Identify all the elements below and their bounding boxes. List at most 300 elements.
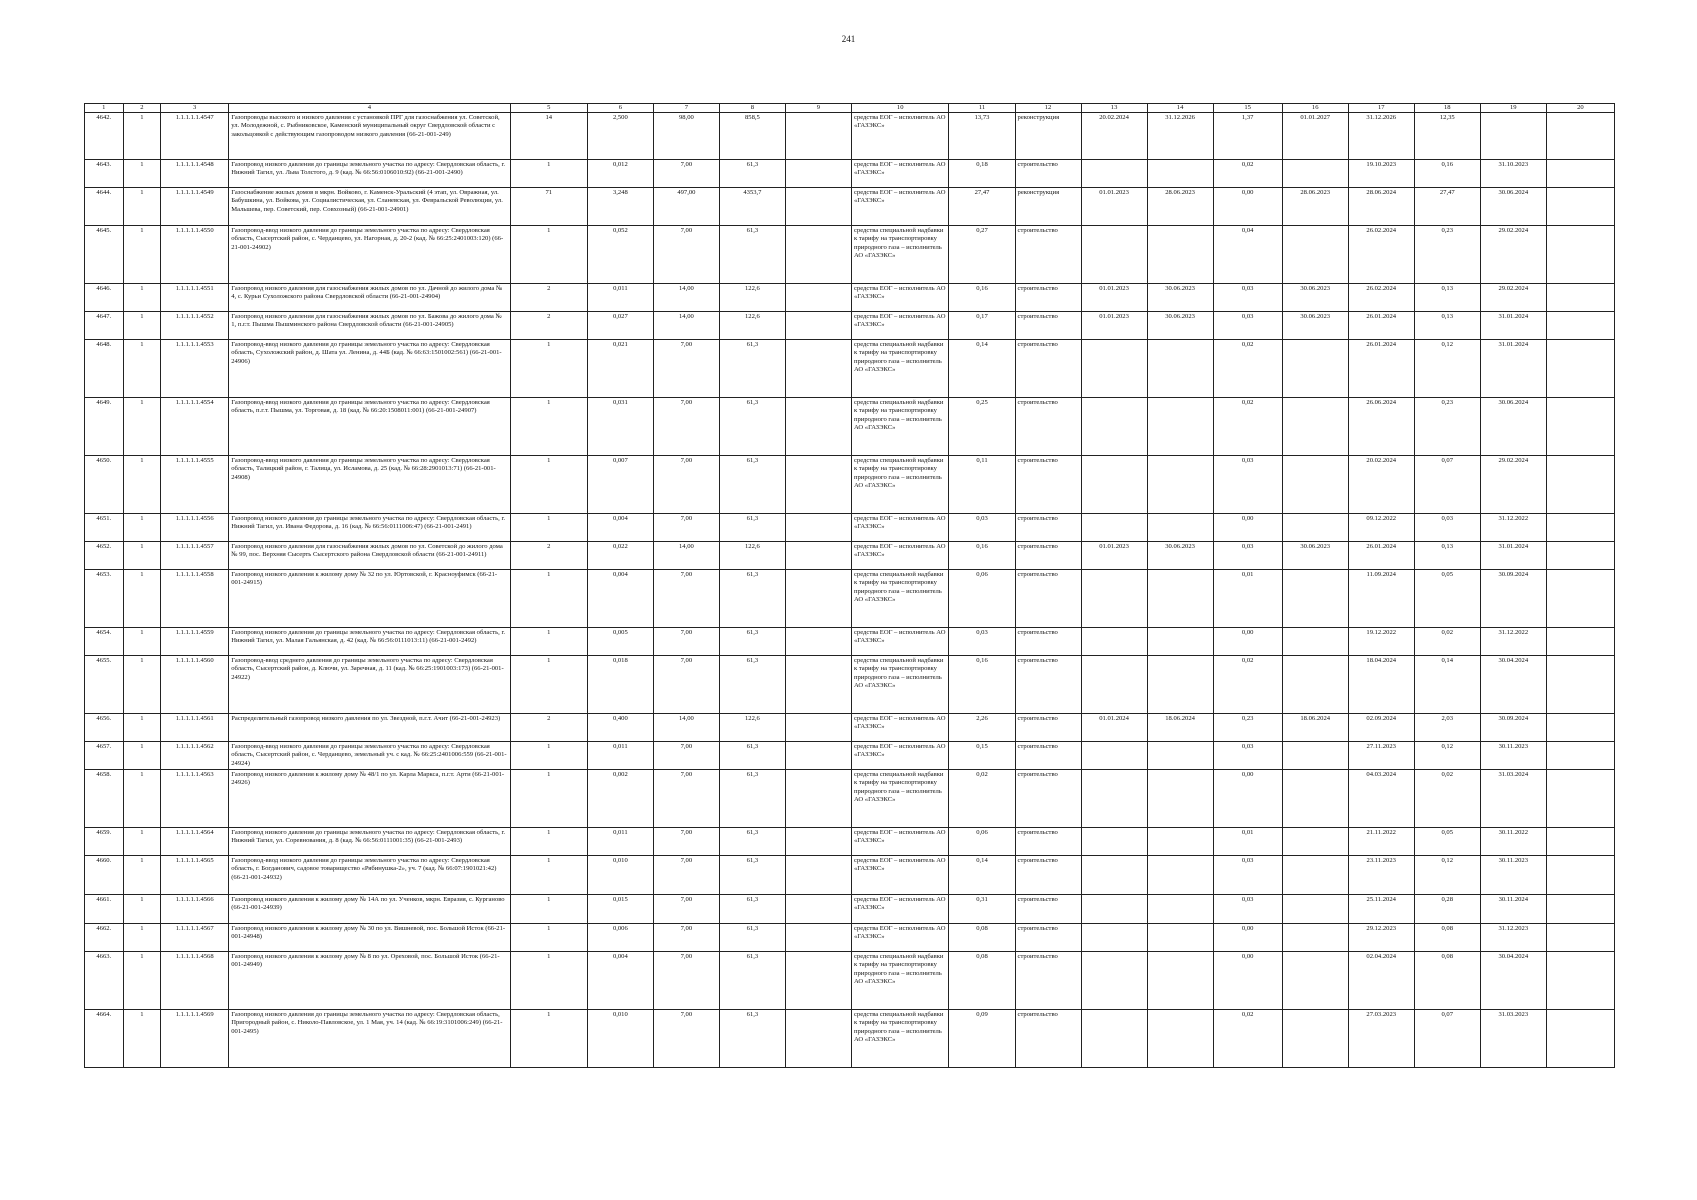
column-header: 6 xyxy=(587,104,653,113)
column-header: 11 xyxy=(949,104,1015,113)
start-date-cell xyxy=(1081,456,1147,514)
completion-date-cell: 31.12.2022 xyxy=(1480,514,1546,542)
col-2-cell: 1 xyxy=(123,570,161,628)
row-number-cell: 4644. xyxy=(85,188,124,226)
object-name-cell: Газопровод-ввод низкого давления до границы земельного участка по адресу: Свердловская область, п.г.т. Пышма, ул. Торговая, д. 18 (кад. № 66:20:1508011:001) (66-21-001-24907) xyxy=(229,398,510,456)
funding-source-cell: средства ЕОГ – исполнитель АО «ГАЗЭКС» xyxy=(851,514,949,542)
col-6-cell: 0,021 xyxy=(587,340,653,398)
col-11-cell: 0,16 xyxy=(949,656,1015,714)
completion-date-cell: 31.01.2024 xyxy=(1480,312,1546,340)
col-18-cell: 12,35 xyxy=(1414,113,1480,160)
end-date-cell xyxy=(1147,398,1213,456)
start-date-cell xyxy=(1081,924,1147,952)
funding-source-cell: средства специальной надбавки к тарифу на транспортировку природного газа – исполнитель АО «ГАЗЭКС» xyxy=(851,226,949,284)
col-5-cell: 1 xyxy=(510,160,587,188)
funding-source-cell: средства ЕОГ – исполнитель АО «ГАЗЭКС» xyxy=(851,895,949,924)
col-9-cell xyxy=(785,742,851,770)
col-7-cell: 7,00 xyxy=(653,340,719,398)
funding-source-cell: средства специальной надбавки к тарифу на транспортировку природного газа – исполнитель АО «ГАЗЭКС» xyxy=(851,770,949,828)
col-8-cell: 4353,7 xyxy=(719,188,785,226)
col-6-cell: 0,004 xyxy=(587,514,653,542)
col-7-cell: 98,00 xyxy=(653,113,719,160)
col-16-cell xyxy=(1282,828,1348,856)
col-16-cell: 18.06.2024 xyxy=(1282,714,1348,742)
col-15-cell: 1,37 xyxy=(1213,113,1282,160)
col-16-cell xyxy=(1282,895,1348,924)
start-date-cell xyxy=(1081,770,1147,828)
col-2-cell: 1 xyxy=(123,656,161,714)
col-8-cell: 122,6 xyxy=(719,542,785,570)
col-2-cell: 1 xyxy=(123,160,161,188)
table-row xyxy=(85,714,1615,742)
work-type-cell: строительство xyxy=(1015,284,1081,312)
col-20-cell xyxy=(1546,895,1614,924)
object-name-cell: Газопровод-ввод среднего давления до границы земельного участка по адресу: Свердловская область, Сысертский район, д. Ключи, ул. Заречная, д. 11 (кад. № 66:25:1901003:173) (66-21-001-24922) xyxy=(229,656,510,714)
completion-date-cell: 30.09.2024 xyxy=(1480,570,1546,628)
row-number-cell: 4648. xyxy=(85,340,124,398)
start-date-cell xyxy=(1081,742,1147,770)
col-17-cell: 19.10.2023 xyxy=(1348,160,1414,188)
start-date-cell xyxy=(1081,628,1147,656)
funding-source-cell: средства специальной надбавки к тарифу на транспортировку природного газа – исполнитель АО «ГАЗЭКС» xyxy=(851,1010,949,1068)
col-18-cell: 0,13 xyxy=(1414,284,1480,312)
completion-date-cell: 31.10.2023 xyxy=(1480,160,1546,188)
col-17-cell: 26.02.2024 xyxy=(1348,226,1414,284)
funding-source-cell: средства специальной надбавки к тарифу на транспортировку природного газа – исполнитель АО «ГАЗЭКС» xyxy=(851,398,949,456)
col-16-cell xyxy=(1282,340,1348,398)
col-11-cell: 0,03 xyxy=(949,628,1015,656)
start-date-cell xyxy=(1081,398,1147,456)
col-9-cell xyxy=(785,160,851,188)
col-9-cell xyxy=(785,856,851,895)
col-7-cell: 7,00 xyxy=(653,398,719,456)
completion-date-cell: 31.12.2022 xyxy=(1480,628,1546,656)
col-9-cell xyxy=(785,628,851,656)
col-18-cell: 0,14 xyxy=(1414,656,1480,714)
col-20-cell xyxy=(1546,1010,1614,1068)
col-9-cell xyxy=(785,770,851,828)
table-row xyxy=(85,312,1615,340)
col-7-cell: 7,00 xyxy=(653,924,719,952)
col-7-cell: 7,00 xyxy=(653,514,719,542)
col-15-cell: 0,03 xyxy=(1213,456,1282,514)
col-20-cell xyxy=(1546,456,1614,514)
row-number-cell: 4660. xyxy=(85,856,124,895)
col-15-cell: 0,03 xyxy=(1213,312,1282,340)
object-name-cell: Газопровод низкого давления до границы земельного участка по адресу: Свердловская область, Пригородный район, с. Николо-Павловское, ул. 1 Мая, уч. 14 (кад. № 66:19:3101006:249) (66-21-001-2495) xyxy=(229,1010,510,1068)
end-date-cell xyxy=(1147,828,1213,856)
object-name-cell: Газопровод-ввод низкого давления до границы земельного участка по адресу: Свердловская область, Сысертский район, с. Черданцево, земельный уч. с кад. № 66:25:2401006:559 (66-21-001-24924) xyxy=(229,742,510,770)
col-2-cell: 1 xyxy=(123,284,161,312)
row-number-cell: 4643. xyxy=(85,160,124,188)
col-20-cell xyxy=(1546,284,1614,312)
col-9-cell xyxy=(785,656,851,714)
col-20-cell xyxy=(1546,924,1614,952)
col-6-cell: 0,011 xyxy=(587,742,653,770)
col-11-cell: 0,08 xyxy=(949,924,1015,952)
col-11-cell: 0,06 xyxy=(949,828,1015,856)
row-number-cell: 4655. xyxy=(85,656,124,714)
col-8-cell: 61,3 xyxy=(719,828,785,856)
col-8-cell: 61,3 xyxy=(719,340,785,398)
col-5-cell: 1 xyxy=(510,742,587,770)
row-number-cell: 4645. xyxy=(85,226,124,284)
col-2-cell: 1 xyxy=(123,312,161,340)
col-8-cell: 61,3 xyxy=(719,770,785,828)
start-date-cell xyxy=(1081,895,1147,924)
col-8-cell: 858,5 xyxy=(719,113,785,160)
funding-source-cell: средства ЕОГ – исполнитель АО «ГАЗЭКС» xyxy=(851,113,949,160)
object-name-cell: Газопровод низкого давления до границы земельного участка по адресу: Свердловская область, г. Нижний Тагил, ул. Соревнования, д. 8 (кад. № 66:56:0111001:35) (66-21-001-2493) xyxy=(229,828,510,856)
col-20-cell xyxy=(1546,226,1614,284)
end-date-cell: 18.06.2024 xyxy=(1147,714,1213,742)
object-code-cell: 1.1.1.1.1.4550 xyxy=(161,226,229,284)
object-code-cell: 1.1.1.1.1.4559 xyxy=(161,628,229,656)
start-date-cell: 01.01.2023 xyxy=(1081,284,1147,312)
object-code-cell: 1.1.1.1.1.4565 xyxy=(161,856,229,895)
row-number-cell: 4642. xyxy=(85,113,124,160)
table-row xyxy=(85,284,1615,312)
col-11-cell: 0,27 xyxy=(949,226,1015,284)
table-row xyxy=(85,924,1615,952)
row-number-cell: 4662. xyxy=(85,924,124,952)
object-code-cell: 1.1.1.1.1.4564 xyxy=(161,828,229,856)
end-date-cell xyxy=(1147,770,1213,828)
work-type-cell: строительство xyxy=(1015,656,1081,714)
completion-date-cell: 29.02.2024 xyxy=(1480,456,1546,514)
funding-source-cell: средства ЕОГ – исполнитель АО «ГАЗЭКС» xyxy=(851,284,949,312)
work-type-cell: строительство xyxy=(1015,895,1081,924)
col-2-cell: 1 xyxy=(123,514,161,542)
table-row xyxy=(85,570,1615,628)
table-row xyxy=(85,160,1615,188)
col-9-cell xyxy=(785,714,851,742)
col-17-cell: 26.01.2024 xyxy=(1348,312,1414,340)
col-11-cell: 0,03 xyxy=(949,514,1015,542)
object-name-cell: Газопровод-ввод низкого давления до границы земельного участка по адресу: Свердловская область, Талицкий район, г. Талица, ул. Исламова, д. 25 (кад. № 66:28:2901013:71) (66-21-001-24908) xyxy=(229,456,510,514)
table-row xyxy=(85,856,1615,895)
end-date-cell xyxy=(1147,456,1213,514)
col-7-cell: 14,00 xyxy=(653,542,719,570)
table-row xyxy=(85,226,1615,284)
col-5-cell: 1 xyxy=(510,856,587,895)
col-6-cell: 0,012 xyxy=(587,160,653,188)
col-5-cell: 1 xyxy=(510,952,587,1010)
work-type-cell: строительство xyxy=(1015,340,1081,398)
col-17-cell: 27.11.2023 xyxy=(1348,742,1414,770)
col-9-cell xyxy=(785,895,851,924)
table-row xyxy=(85,188,1615,226)
col-6-cell: 3,248 xyxy=(587,188,653,226)
object-name-cell: Газопровод низкого давления до границы земельного участка по адресу: Свердловская область, г. Нижний Тагил, ул. Ивана Федорова, д. 16 (кад. № 66:56:0111006:47) (66-21-001-2491) xyxy=(229,514,510,542)
col-16-cell xyxy=(1282,514,1348,542)
col-16-cell xyxy=(1282,856,1348,895)
col-7-cell: 7,00 xyxy=(653,1010,719,1068)
col-11-cell: 0,14 xyxy=(949,856,1015,895)
col-18-cell: 0,16 xyxy=(1414,160,1480,188)
col-2-cell: 1 xyxy=(123,895,161,924)
col-15-cell: 0,03 xyxy=(1213,284,1282,312)
col-2-cell: 1 xyxy=(123,856,161,895)
col-2-cell: 1 xyxy=(123,542,161,570)
funding-source-cell: средства ЕОГ – исполнитель АО «ГАЗЭКС» xyxy=(851,714,949,742)
column-number-row xyxy=(85,104,1615,113)
row-number-cell: 4653. xyxy=(85,570,124,628)
col-17-cell: 21.11.2022 xyxy=(1348,828,1414,856)
column-header: 1 xyxy=(85,104,124,113)
object-name-cell: Газопровод низкого давления для газоснабжения жилых домов по ул. Дачной до жилого дома № 4, с. Курьи Сухоложского района Свердловской области (66-21-001-24904) xyxy=(229,284,510,312)
col-18-cell: 0,23 xyxy=(1414,398,1480,456)
work-type-cell: строительство xyxy=(1015,398,1081,456)
funding-source-cell: средства ЕОГ – исполнитель АО «ГАЗЭКС» xyxy=(851,856,949,895)
table-row xyxy=(85,113,1615,160)
col-2-cell: 1 xyxy=(123,714,161,742)
col-16-cell: 30.06.2023 xyxy=(1282,312,1348,340)
col-17-cell: 26.01.2024 xyxy=(1348,542,1414,570)
page-number: 241 xyxy=(841,34,856,44)
column-header: 15 xyxy=(1213,104,1282,113)
col-15-cell: 0,00 xyxy=(1213,628,1282,656)
row-number-cell: 4664. xyxy=(85,1010,124,1068)
col-20-cell xyxy=(1546,656,1614,714)
completion-date-cell: 30.06.2024 xyxy=(1480,398,1546,456)
table-row xyxy=(85,828,1615,856)
col-5-cell: 1 xyxy=(510,398,587,456)
end-date-cell xyxy=(1147,742,1213,770)
col-16-cell xyxy=(1282,226,1348,284)
col-2-cell: 1 xyxy=(123,1010,161,1068)
col-2-cell: 1 xyxy=(123,924,161,952)
col-7-cell: 7,00 xyxy=(653,856,719,895)
object-name-cell: Газопровод-ввод низкого давления до границы земельного участка по адресу: Свердловская область, Сысертский район, с. Черданцево, ул. Нагорная, д. 20-2 (кад. № 66:25:2401003:120) (66-21-001-24902) xyxy=(229,226,510,284)
col-15-cell: 0,03 xyxy=(1213,542,1282,570)
col-7-cell: 7,00 xyxy=(653,226,719,284)
col-17-cell: 09.12.2022 xyxy=(1348,514,1414,542)
start-date-cell: 01.01.2024 xyxy=(1081,714,1147,742)
object-code-cell: 1.1.1.1.1.4552 xyxy=(161,312,229,340)
col-8-cell: 61,3 xyxy=(719,398,785,456)
object-code-cell: 1.1.1.1.1.4562 xyxy=(161,742,229,770)
end-date-cell xyxy=(1147,952,1213,1010)
col-16-cell xyxy=(1282,924,1348,952)
col-15-cell: 0,02 xyxy=(1213,398,1282,456)
object-code-cell: 1.1.1.1.1.4569 xyxy=(161,1010,229,1068)
end-date-cell: 30.06.2023 xyxy=(1147,312,1213,340)
col-6-cell: 0,011 xyxy=(587,284,653,312)
table-row xyxy=(85,398,1615,456)
object-name-cell: Газопровод низкого давления к жилому дому № 30 по ул. Вишневой, пос. Большой Исток (66-21-001-24948) xyxy=(229,924,510,952)
start-date-cell: 01.01.2023 xyxy=(1081,542,1147,570)
object-name-cell: Газопровод низкого давления до границы земельного участка по адресу: Свердловская область, г. Нижний Тагил, ул. Льва Толстого, д. 9 (кад. № 66:56:0106010:92) (66-21-001-2490) xyxy=(229,160,510,188)
col-17-cell: 23.11.2023 xyxy=(1348,856,1414,895)
col-18-cell: 0,23 xyxy=(1414,226,1480,284)
col-20-cell xyxy=(1546,952,1614,1010)
col-6-cell: 0,400 xyxy=(587,714,653,742)
col-20-cell xyxy=(1546,856,1614,895)
col-8-cell: 122,6 xyxy=(719,714,785,742)
column-header: 7 xyxy=(653,104,719,113)
col-18-cell: 2,03 xyxy=(1414,714,1480,742)
col-16-cell: 30.06.2023 xyxy=(1282,542,1348,570)
col-9-cell xyxy=(785,340,851,398)
start-date-cell xyxy=(1081,160,1147,188)
funding-source-cell: средства ЕОГ – исполнитель АО «ГАЗЭКС» xyxy=(851,628,949,656)
col-7-cell: 14,00 xyxy=(653,284,719,312)
end-date-cell xyxy=(1147,856,1213,895)
col-5-cell: 1 xyxy=(510,828,587,856)
col-16-cell xyxy=(1282,742,1348,770)
col-16-cell: 28.06.2023 xyxy=(1282,188,1348,226)
col-2-cell: 1 xyxy=(123,340,161,398)
table-row xyxy=(85,628,1615,656)
row-number-cell: 4661. xyxy=(85,895,124,924)
col-8-cell: 122,6 xyxy=(719,284,785,312)
col-15-cell: 0,03 xyxy=(1213,742,1282,770)
object-code-cell: 1.1.1.1.1.4563 xyxy=(161,770,229,828)
completion-date-cell: 29.02.2024 xyxy=(1480,226,1546,284)
table-row xyxy=(85,895,1615,924)
register-table xyxy=(84,103,1615,1068)
col-9-cell xyxy=(785,570,851,628)
start-date-cell xyxy=(1081,828,1147,856)
end-date-cell: 30.06.2023 xyxy=(1147,542,1213,570)
start-date-cell xyxy=(1081,570,1147,628)
completion-date-cell: 30.09.2024 xyxy=(1480,714,1546,742)
col-5-cell: 2 xyxy=(510,542,587,570)
work-type-cell: реконструкция xyxy=(1015,113,1081,160)
object-name-cell: Газопровод низкого давления к жилому дому № 14А по ул. Ученков, мкрн. Евразия, с. Курганово (66-21-001-24939) xyxy=(229,895,510,924)
col-9-cell xyxy=(785,284,851,312)
completion-date-cell: 30.11.2023 xyxy=(1480,742,1546,770)
column-header: 9 xyxy=(785,104,851,113)
completion-date-cell: 31.01.2024 xyxy=(1480,340,1546,398)
col-2-cell: 1 xyxy=(123,113,161,160)
col-18-cell: 0,12 xyxy=(1414,742,1480,770)
completion-date-cell: 30.11.2022 xyxy=(1480,828,1546,856)
col-5-cell: 1 xyxy=(510,514,587,542)
col-9-cell xyxy=(785,226,851,284)
col-2-cell: 1 xyxy=(123,770,161,828)
col-7-cell: 7,00 xyxy=(653,828,719,856)
end-date-cell: 30.06.2023 xyxy=(1147,284,1213,312)
object-name-cell: Газопровод низкого давления для газоснабжения жилых домов по ул. Бажова до жилого дома № 1, п.г.т. Пышма Пышминского района Свердловской области (66-21-001-24905) xyxy=(229,312,510,340)
funding-source-cell: средства специальной надбавки к тарифу на транспортировку природного газа – исполнитель АО «ГАЗЭКС» xyxy=(851,656,949,714)
object-code-cell: 1.1.1.1.1.4567 xyxy=(161,924,229,952)
col-9-cell xyxy=(785,456,851,514)
col-18-cell: 27,47 xyxy=(1414,188,1480,226)
col-15-cell: 0,01 xyxy=(1213,828,1282,856)
col-8-cell: 122,6 xyxy=(719,312,785,340)
completion-date-cell: 31.01.2024 xyxy=(1480,542,1546,570)
work-type-cell: реконструкция xyxy=(1015,188,1081,226)
col-8-cell: 61,3 xyxy=(719,1010,785,1068)
col-6-cell: 2,500 xyxy=(587,113,653,160)
completion-date-cell: 31.12.2023 xyxy=(1480,924,1546,952)
col-16-cell xyxy=(1282,1010,1348,1068)
funding-source-cell: средства специальной надбавки к тарифу на транспортировку природного газа – исполнитель АО «ГАЗЭКС» xyxy=(851,952,949,1010)
work-type-cell: строительство xyxy=(1015,542,1081,570)
col-16-cell: 01.01.2027 xyxy=(1282,113,1348,160)
col-6-cell: 0,005 xyxy=(587,628,653,656)
col-5-cell: 1 xyxy=(510,924,587,952)
table-row xyxy=(85,656,1615,714)
work-type-cell: строительство xyxy=(1015,456,1081,514)
col-16-cell xyxy=(1282,770,1348,828)
completion-date-cell: 31.03.2023 xyxy=(1480,1010,1546,1068)
col-16-cell xyxy=(1282,456,1348,514)
completion-date-cell: 30.11.2024 xyxy=(1480,895,1546,924)
col-16-cell xyxy=(1282,628,1348,656)
col-11-cell: 0,18 xyxy=(949,160,1015,188)
end-date-cell xyxy=(1147,340,1213,398)
completion-date-cell: 30.11.2023 xyxy=(1480,856,1546,895)
col-16-cell xyxy=(1282,398,1348,456)
start-date-cell xyxy=(1081,952,1147,1010)
object-code-cell: 1.1.1.1.1.4547 xyxy=(161,113,229,160)
col-20-cell xyxy=(1546,188,1614,226)
funding-source-cell: средства ЕОГ – исполнитель АО «ГАЗЭКС» xyxy=(851,828,949,856)
col-17-cell: 28.06.2024 xyxy=(1348,188,1414,226)
col-8-cell: 61,3 xyxy=(719,856,785,895)
col-17-cell: 20.02.2024 xyxy=(1348,456,1414,514)
col-8-cell: 61,3 xyxy=(719,570,785,628)
col-20-cell xyxy=(1546,542,1614,570)
col-11-cell: 0,16 xyxy=(949,284,1015,312)
col-20-cell xyxy=(1546,113,1614,160)
col-5-cell: 1 xyxy=(510,456,587,514)
column-header: 14 xyxy=(1147,104,1213,113)
row-number-cell: 4650. xyxy=(85,456,124,514)
col-17-cell: 26.01.2024 xyxy=(1348,340,1414,398)
col-11-cell: 0,31 xyxy=(949,895,1015,924)
col-5-cell: 1 xyxy=(510,770,587,828)
col-11-cell: 0,14 xyxy=(949,340,1015,398)
col-8-cell: 61,3 xyxy=(719,456,785,514)
register-body xyxy=(85,113,1615,1068)
col-15-cell: 0,04 xyxy=(1213,226,1282,284)
col-15-cell: 0,01 xyxy=(1213,570,1282,628)
object-code-cell: 1.1.1.1.1.4554 xyxy=(161,398,229,456)
column-header: 18 xyxy=(1414,104,1480,113)
funding-source-cell: средства ЕОГ – исполнитель АО «ГАЗЭКС» xyxy=(851,312,949,340)
col-5-cell: 1 xyxy=(510,226,587,284)
col-15-cell: 0,03 xyxy=(1213,856,1282,895)
col-20-cell xyxy=(1546,340,1614,398)
col-17-cell: 04.03.2024 xyxy=(1348,770,1414,828)
row-number-cell: 4652. xyxy=(85,542,124,570)
col-6-cell: 0,002 xyxy=(587,770,653,828)
start-date-cell xyxy=(1081,1010,1147,1068)
col-6-cell: 0,011 xyxy=(587,828,653,856)
object-code-cell: 1.1.1.1.1.4566 xyxy=(161,895,229,924)
col-2-cell: 1 xyxy=(123,188,161,226)
work-type-cell: строительство xyxy=(1015,856,1081,895)
end-date-cell xyxy=(1147,924,1213,952)
object-name-cell: Газопровод-ввод низкого давления до границы земельного участка по адресу: Свердловская область, Сухоложский район, д. Шата ул. Ленина, д. 44Б (кад. № 66:63:1501002:561) (66-21-001-24906) xyxy=(229,340,510,398)
col-5-cell: 14 xyxy=(510,113,587,160)
funding-source-cell: средства ЕОГ – исполнитель АО «ГАЗЭКС» xyxy=(851,924,949,952)
object-code-cell: 1.1.1.1.1.4560 xyxy=(161,656,229,714)
column-header: 5 xyxy=(510,104,587,113)
row-number-cell: 4649. xyxy=(85,398,124,456)
col-20-cell xyxy=(1546,160,1614,188)
col-9-cell xyxy=(785,828,851,856)
col-17-cell: 31.12.2026 xyxy=(1348,113,1414,160)
column-header: 8 xyxy=(719,104,785,113)
end-date-cell xyxy=(1147,226,1213,284)
col-18-cell: 0,12 xyxy=(1414,856,1480,895)
col-15-cell: 0,02 xyxy=(1213,160,1282,188)
